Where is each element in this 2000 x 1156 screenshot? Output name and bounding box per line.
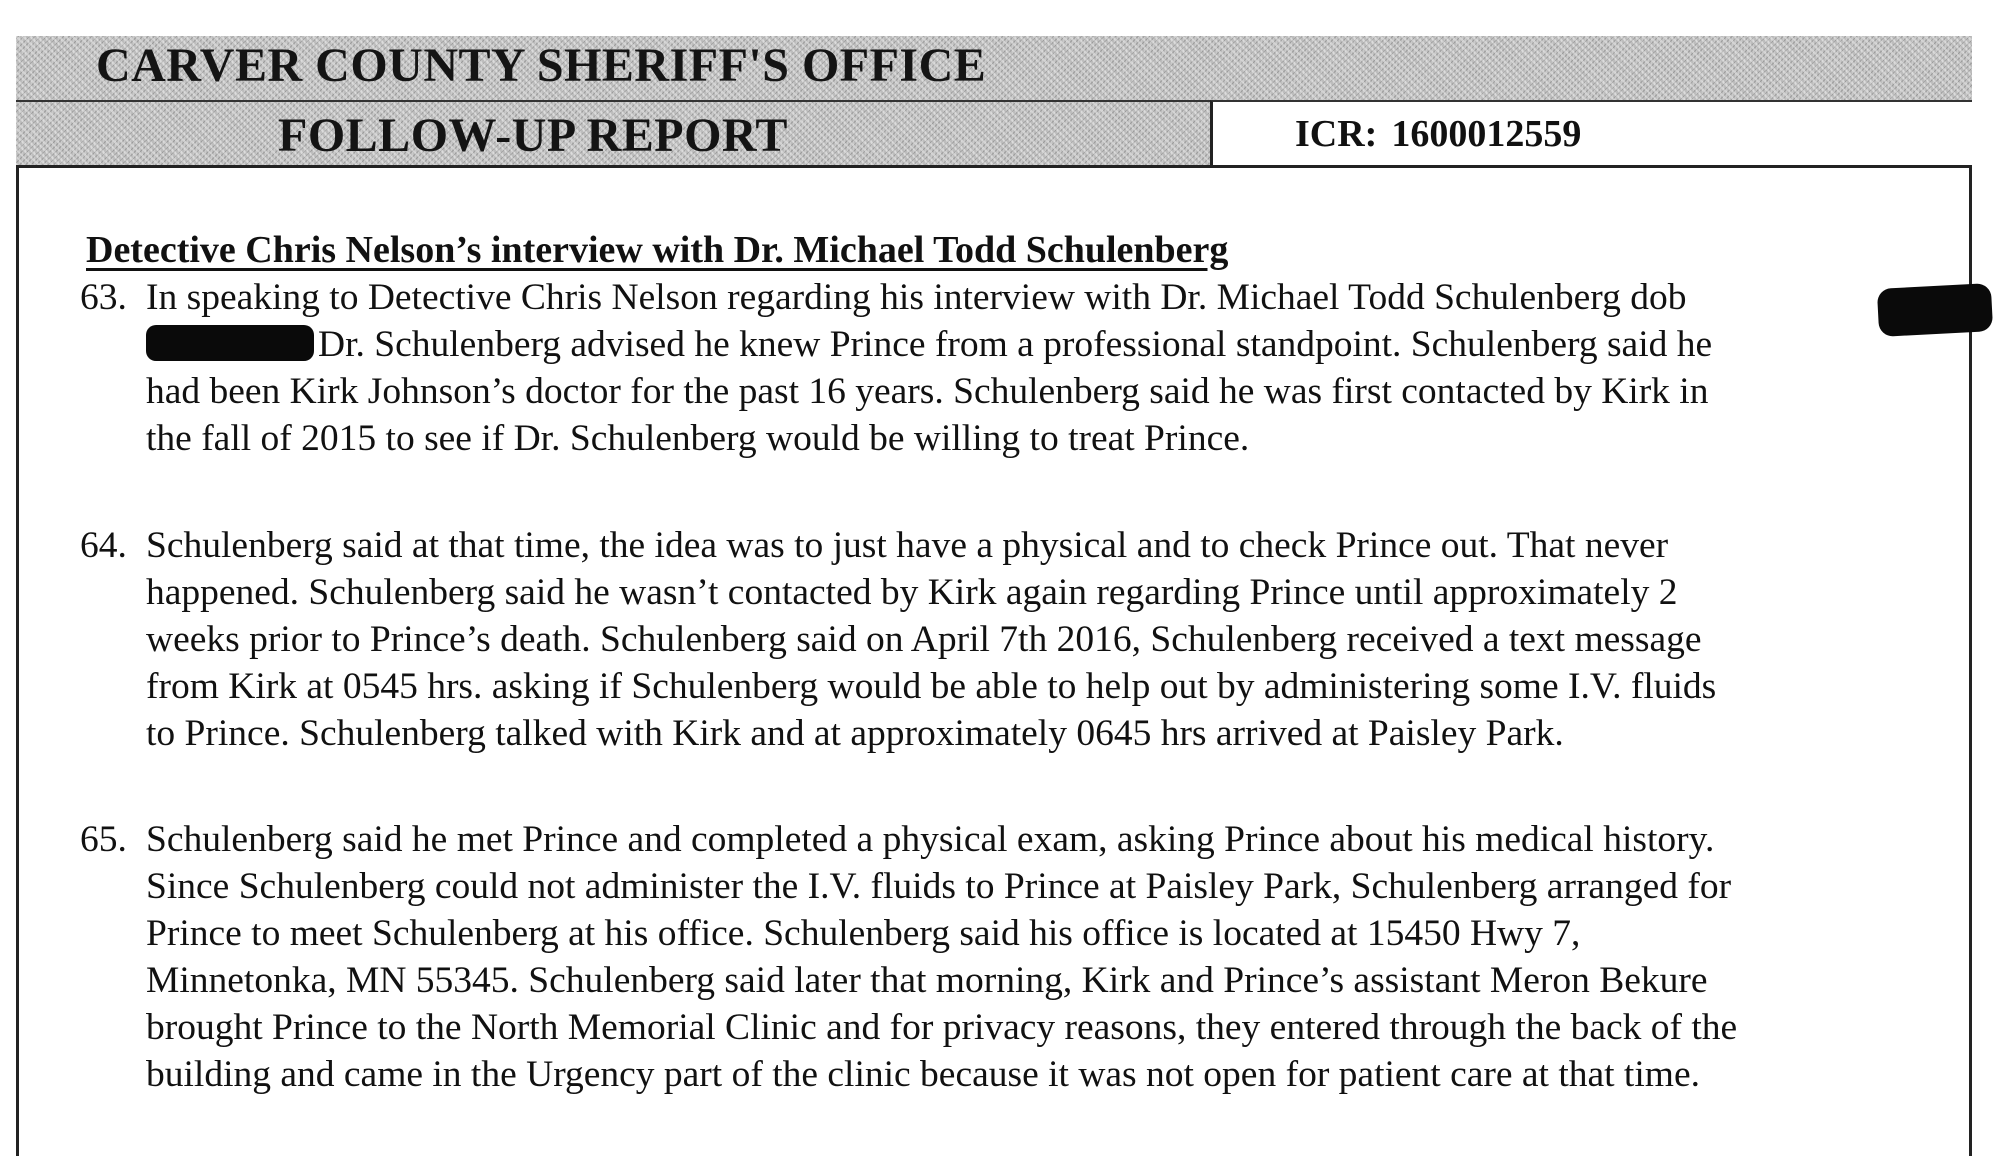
paragraph-line: to Prince. Schulenberg talked with Kirk and at approximately 0645 hrs arrived at Paisley Park. [146,713,1564,754]
redaction-bar [1877,283,1993,337]
paragraph-line: brought Prince to the North Memorial Clinic and for privacy reasons, they entered through the back of the [146,1007,1738,1048]
paragraph-line-with-redaction [80,321,1960,368]
paragraph-line-text: Dr. Schulenberg advised he knew Prince from a professional standpoint. Schulenberg said he [318,324,1713,365]
paragraph-line: building and came in the Urgency part of the clinic because it was not open for patient care at that time. [146,1054,1700,1095]
icr-label: ICR: [1295,113,1378,155]
icr-number: 1600012559 [1391,113,1582,155]
paragraph-line: Since Schulenberg could not administer the I.V. fluids to Prince at Paisley Park, Schulenberg arranged for [146,866,1732,907]
paragraph-line: had been Kirk Johnson’s doctor for the past 16 years. Schulenberg said he was first contacted by Kirk in [146,371,1709,412]
paragraph-line: from Kirk at 0545 hrs. asking if Schulenberg would be able to help out by administering some I.V. fluids [146,666,1717,707]
paragraph-line: Schulenberg said at that time, the idea was to just have a physical and to check Prince out. That never [146,525,1669,566]
paragraph-65 [80,816,1960,1098]
paragraph-63 [80,274,1960,462]
paragraph-number: 65. [80,819,127,860]
redaction-bar [146,325,314,361]
paragraph-line: Minnetonka, MN 55345. Schulenberg said later that morning, Kirk and Prince’s assistant Meron Bekure [146,960,1708,1001]
paragraph-line: happened. Schulenberg said he wasn’t contacted by Kirk again regarding Prince until approximately 2 [146,572,1678,613]
paragraph-line: Schulenberg said he met Prince and completed a physical exam, asking Prince about his medical history. [146,819,1715,860]
paragraph-line: the fall of 2015 to see if Dr. Schulenberg would be willing to treat Prince. [146,418,1250,459]
section-heading: Detective Chris Nelson’s interview with Dr. Michael Todd Schulenberg [86,229,1229,271]
paragraph-line: weeks prior to Prince’s death. Schulenberg said on April 7th 2016, Schulenberg received a text message [146,619,1702,660]
report-type-title: FOLLOW-UP REPORT [278,109,788,162]
icr-field [1295,112,1581,156]
paragraph-number: 64. [80,525,127,566]
paragraph-number: 63. [80,277,127,318]
office-title: CARVER COUNTY SHERIFF'S OFFICE [96,39,987,92]
paragraph-64 [80,522,1960,757]
paragraph-line: Prince to meet Schulenberg at his office. Schulenberg said his office is located at 15450 Hwy 7, [146,913,1581,954]
paragraph-line: In speaking to Detective Chris Nelson regarding his interview with Dr. Michael Todd Schulenberg dob [146,277,1687,318]
